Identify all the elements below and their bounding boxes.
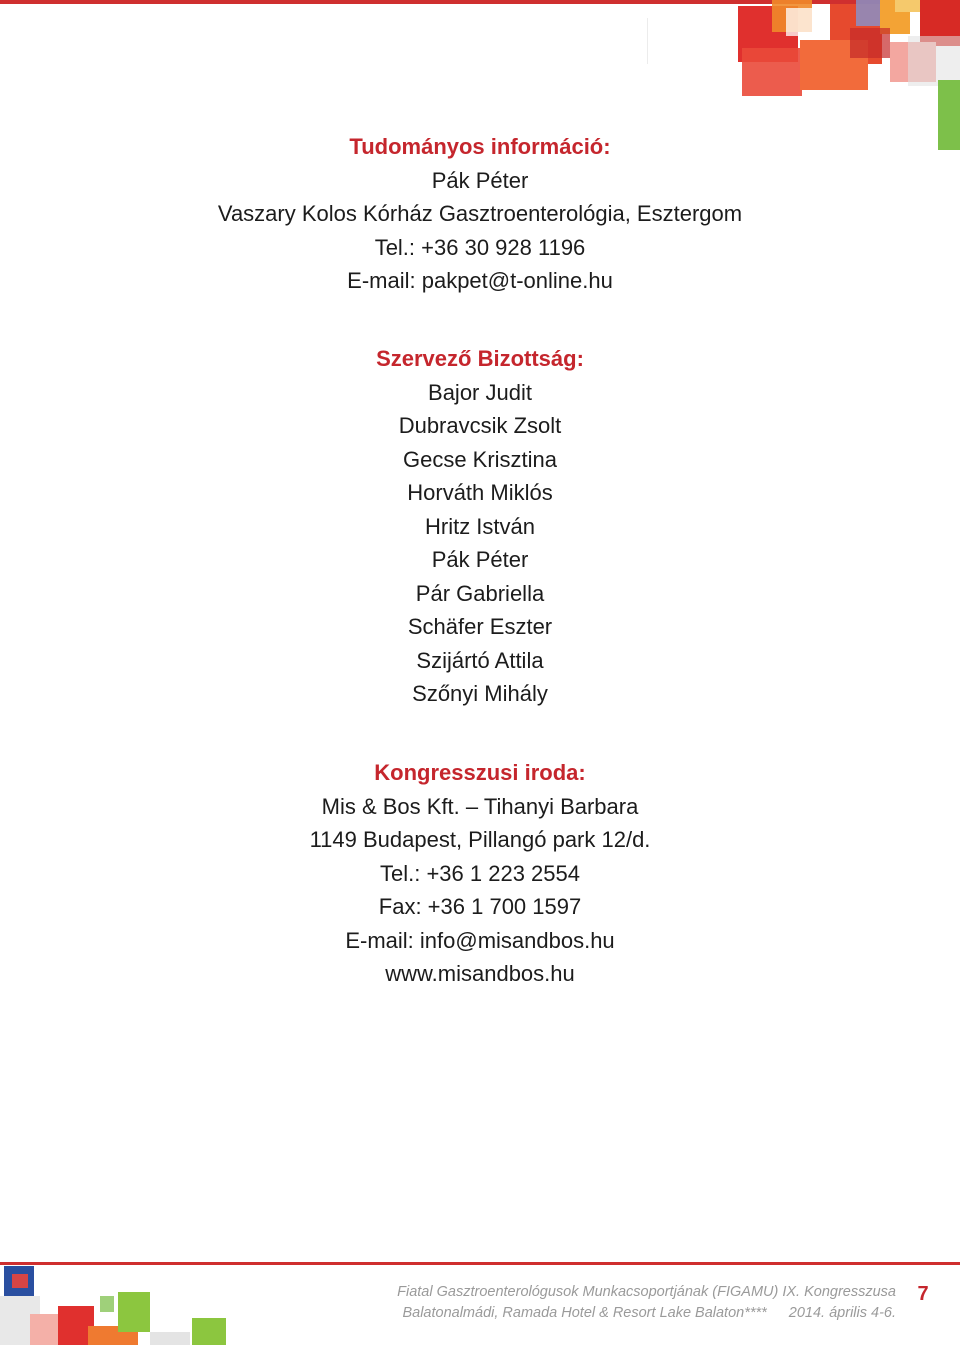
office-address: 1149 Budapest, Pillangó park 12/d. bbox=[309, 827, 651, 852]
scientific-contact-institution: Vaszary Kolos Kórház Gasztroenterológia, Esztergom bbox=[217, 201, 743, 226]
footer-congress-title: Fiatal Gasztroenterológusok Munkacsoportjának (FIGAMU) IX. Kongresszusa bbox=[397, 1284, 896, 1300]
footer-date: 2014. április 4-6. bbox=[788, 1305, 896, 1321]
congress-office-heading: Kongresszusi iroda: bbox=[374, 760, 586, 785]
committee-member: Hritz István bbox=[424, 513, 536, 539]
office-website: www.misandbos.hu bbox=[385, 961, 575, 986]
committee-member: Pár Gabriella bbox=[415, 580, 545, 606]
committee-member: Bajor Judit bbox=[428, 379, 532, 405]
congress-office-section bbox=[0, 756, 960, 991]
committee-member: Dubravcsik Zsolt bbox=[398, 413, 562, 438]
page-number: 7 bbox=[917, 1283, 929, 1305]
committee-member: Pák Péter bbox=[431, 547, 529, 572]
faint-divider bbox=[647, 18, 648, 64]
footer-venue: Balatonalmádi, Ramada Hotel & Resort Lake Balaton**** bbox=[402, 1305, 767, 1321]
committee-member: Schäfer Eszter bbox=[407, 614, 553, 639]
committee-member: Szőnyi Mihály bbox=[412, 681, 548, 706]
organizing-committee-section bbox=[0, 342, 960, 711]
scientific-contact-name: Pák Péter bbox=[431, 167, 529, 193]
footer-venue-date bbox=[360, 1305, 896, 1321]
bottom-red-rule bbox=[230, 1262, 960, 1265]
committee-member: Szijártó Attila bbox=[416, 647, 544, 673]
scientific-contact-email: E-mail: pakpet@t-online.hu bbox=[347, 268, 613, 293]
scientific-contact-phone: Tel.: +36 30 928 1196 bbox=[374, 234, 586, 260]
scientific-info-section bbox=[0, 130, 960, 298]
scientific-info-heading: Tudományos információ: bbox=[349, 134, 611, 159]
office-email: E-mail: info@misandbos.hu bbox=[345, 927, 615, 953]
top-color-squares-decoration bbox=[730, 0, 960, 150]
top-red-rule bbox=[0, 0, 760, 4]
organizing-committee-heading: Szervező Bizottság: bbox=[376, 346, 584, 371]
office-fax: Fax: +36 1 700 1597 bbox=[378, 894, 582, 919]
committee-member: Gecse Krisztina bbox=[402, 446, 558, 472]
bottom-color-squares-decoration bbox=[0, 1262, 240, 1345]
office-company: Mis & Bos Kft. – Tihanyi Barbara bbox=[321, 793, 639, 819]
committee-member: Horváth Miklós bbox=[407, 480, 553, 505]
office-phone: Tel.: +36 1 223 2554 bbox=[380, 860, 580, 886]
